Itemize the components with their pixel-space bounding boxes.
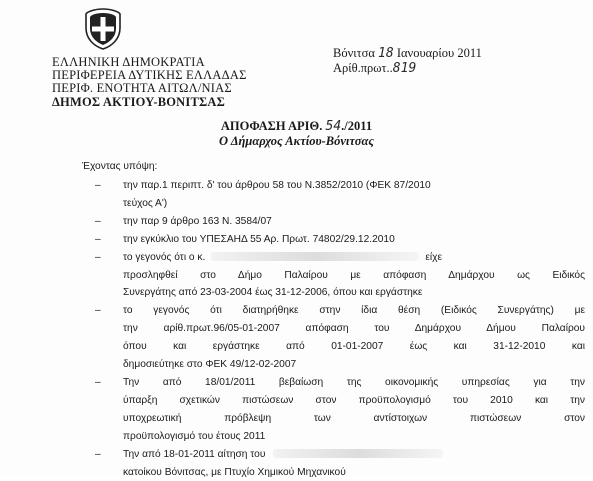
list-item-line: το γεγονός ότι διατηρήθηκε στην ίδια θέση (Ειδικός Συνεργάτης) με: [123, 302, 585, 320]
list-item-line: όπου και εργάστηκε από 01-01-2007 έως και 31-12-2010 και: [123, 338, 585, 356]
list-item-line: [123, 446, 585, 464]
issuing-authority-block: [52, 56, 247, 109]
list-dash: –: [95, 249, 101, 267]
list-item-line: δημοσιεύτηκε στο ΦΕΚ 49/12-02-2007: [123, 356, 585, 374]
redacted-name-area: [211, 252, 419, 261]
decision-title-prefix: ΑΠΟΦΑΣΗ ΑΡΙΘ.: [221, 119, 322, 133]
list-dash: –: [95, 302, 101, 320]
decision-issuer: Ο Δήμαρχος Ακτίου-Βόνιτσας: [0, 134, 593, 148]
list-dash: –: [95, 177, 101, 195]
list-item-line: Την από 18/01/2011 βεβαίωση της οικονομικής υπηρεσίας για την: [123, 374, 585, 392]
list-item: [95, 177, 585, 213]
authority-line-municipality: ΔΗΜΟΣ ΑΚΤΙΟΥ-ΒΟΝΙΤΣΑΣ: [52, 96, 247, 109]
handwritten-protocol-number: 819: [393, 61, 416, 76]
list-item-text: το γεγονός ότι ο κ.: [123, 252, 205, 263]
protocol-line: [333, 61, 482, 76]
handwritten-decision-number: 54: [326, 119, 342, 134]
date-line: [333, 46, 482, 61]
list-item-text: την παρ.1 περιπτ. δ' του άρθρου: [123, 180, 270, 191]
list-dash: –: [95, 231, 101, 249]
list-item-text: είχε: [425, 252, 442, 263]
considering-heading: Έχοντας υπόψη:: [82, 161, 157, 172]
list-item-text: Την από 18-01-2011 αίτηση του: [123, 449, 265, 460]
list-dash: –: [95, 213, 101, 231]
list-item: [95, 231, 585, 249]
list-item-line: ύπαρξη σχετικών πιστώσεων στον προϋπολογισμό του 2010 και την: [123, 392, 585, 410]
list-item-line: την παρ 9 άρθρο 163 Ν. 3584/07: [123, 213, 585, 231]
list-item-line: [123, 177, 585, 195]
decision-year: ./2011: [341, 119, 372, 133]
list-item: [95, 302, 585, 374]
greek-coat-of-arms-emblem: [84, 8, 122, 50]
authority-line-republic: ΕΛΛΗΝΙΚΗ ΔΗΜΟΚΡΑΤΙΑ: [52, 56, 247, 69]
authority-line-region: ΠΕΡΙΦΕΡΕΙΑ ΔΥΤΙΚΗΣ ΕΛΛΑΔΑΣ: [52, 69, 247, 82]
place-date-block: [333, 46, 482, 76]
list-item-text: 58 του Ν.3852/2010 (ΦΕΚ 87/2010: [273, 180, 431, 191]
list-item: [95, 374, 585, 446]
list-item: [95, 213, 585, 231]
decision-title: [0, 119, 593, 134]
list-dash: –: [95, 446, 101, 464]
list-item-line: τεύχος Α'): [123, 195, 585, 213]
list-item: [95, 249, 585, 303]
list-item-line: την αρίθ.πρωτ.96/05-01-2007 απόφαση του Δημάρχου Δήμου Παλαίρου: [123, 320, 585, 338]
list-dash: –: [95, 374, 101, 392]
date-month-year: Ιανουαρίου 2011: [397, 46, 482, 60]
place-name: Βόνιτσα: [333, 46, 375, 60]
list-item-line: την εγκύκλιο του ΥΠΕΣΑΗΔ 55 Αρ. Πρωτ. 74802/29.12.2010: [123, 231, 585, 249]
list-item-line: Συνεργάτης από 23-03-2004 έως 31-12-2006, όπου και εργάστηκε: [123, 284, 585, 302]
list-item-line: προϋπολογισμό του έτους 2011: [123, 428, 585, 446]
list-item-line: [123, 249, 585, 267]
considerations-list: [95, 177, 585, 481]
list-item-line: προσληφθεί στο Δήμο Παλαίρου με απόφαση Δημάρχου ως Ειδικός: [123, 267, 585, 285]
authority-line-regional-unit: ΠΕΡΙΦ. ΕΝΟΤΗΤΑ ΑΙΤΩΛ/ΝΙΑΣ: [52, 82, 247, 95]
list-item-line: κατοίκου Βόνιτσας, με Πτυχίο Χημικού Μηχανικού: [123, 464, 585, 481]
handwritten-day: 18: [378, 46, 394, 61]
redacted-name-area: [273, 449, 443, 458]
list-item-line: υποχρεωτική πρόβλεψη των αντίστοιχων πιστώσεων στον: [123, 410, 585, 428]
protocol-label: Αρίθ.πρωτ..: [333, 61, 393, 75]
